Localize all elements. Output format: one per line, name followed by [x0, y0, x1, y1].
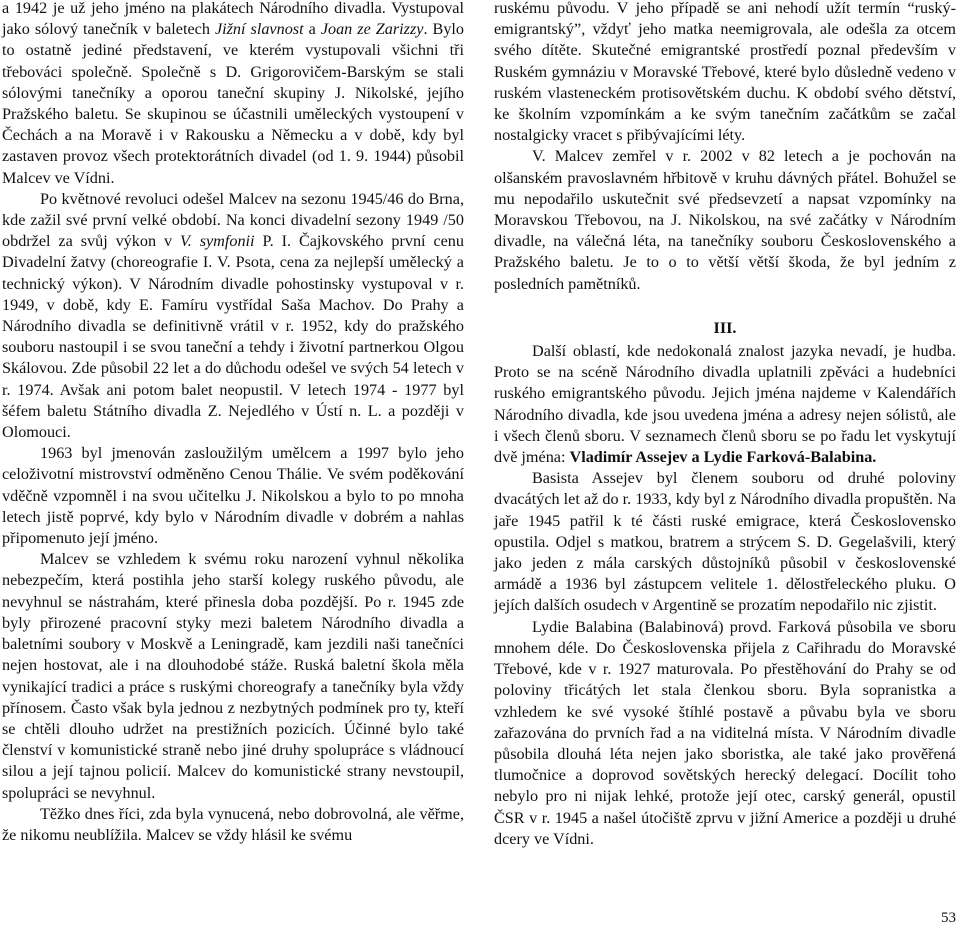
- ballet-title: Joan ze Zarizzy: [320, 20, 424, 39]
- ballet-title: Jižní slavnost: [214, 20, 304, 39]
- text-run: Další oblastí, kde nedokonalá znalost jazyka nevadí, je hudba. Proto se na scéně Národního divadla uplatnili zpěváci a hudebníci ruského emigrantského původu. Jejich jména najdeme v Kalendářích Národního divadla, kde jsou uvedena jména a adresy nejen sólistů, ale i všech členů sboru. V seznamech členů sboru se po řadu let vyskytují dvě jména:: [494, 342, 956, 467]
- paragraph: Lydie Balabina (Balabinová) provd. Farková působila ve sboru mnohem déle. Do Československa přijela z Cařihradu do Moravské Třebové, kde v r. 1927 maturovala. Po přestěhování do Prahy se od poloviny třicátých let stala členkou sboru. Byla sopranistka a vzhledem ke své vysoké štíhlé postavě a půvabu byla ve sboru zařazována do prvních řad a na viditelná místa. V Národním divadle působila dlouhá léta nejen jako sboristka, ale také jako prověřená tlumočnice a doprovod sovětských herecký delegací. Docílit toho nebylo pro ni nijak lehké, protože její otec, carský generál, opustil ČSR v r. 1945 a našel útočiště zprvu v jižní Americe a později u druhé dcery ve Vídni.: [494, 617, 956, 848]
- paragraph: [494, 341, 956, 468]
- text-run: a 1942 je už jeho jméno na plakátech Národního divadla. Vystupoval jako sólový tanečník v baletech: [2, 0, 464, 39]
- paragraph: ruskému původu. V jeho případě se ani nehodí užít termín “ruský-emigrantský”, vždyť jeho matka neemigrovala, ale odešla za otcem svého dítěte. Skutečné emigrantské prostředí poznal především v Ruském gymnáziu v Moravské Třebové, které bylo důsledně vedeno v ruském vlasteneckém protisovětském duchu. K období svého dětství, ke školním vzpomínkám a ke svým tanečním začátkům se začal nostalgicky vracet s přibývajícími léty.: [494, 0, 956, 145]
- person-name: Vladimír Assejev: [569, 448, 688, 467]
- right-column: [494, 0, 956, 850]
- text-run: a: [303, 20, 321, 39]
- text-run: . Bylo to ostatně jediné představení, ve kterém vystupovali všichni tři třebováci společně. Společně s D. Grigorovičem-Barským se stali sólovými tanečníky a oporou taneční skupiny J. Nikolské, jejího Pražského baletu. Se skupinou se účastnili uměleckých vystoupení v Čechách a na Moravě i v Rakousku a Německu a v době, kdy byl zastaven provoz všech protektorátních divadel (od 1. 9. 1944) působil Malcev ve Vídni.: [2, 20, 465, 187]
- section-heading: III.: [713, 318, 737, 337]
- work-title: V. symfonii: [179, 232, 255, 251]
- paragraph: [2, 189, 464, 443]
- page-number: 53: [941, 910, 956, 926]
- paragraph: Těžko dnes říci, zda byla vynucená, nebo dobrovolná, ale věřme, že nikomu neublížila. Malcev se vždy hlásil ke svému: [2, 804, 464, 844]
- paragraph: Malcev se vzhledem k svému roku narození vyhnul několika nebezpečím, která postihla jeho starší kolegy ruského původu, ale nevyhnul se nástrahám, které přinesla doba pozdější. Po r. 1945 zde byly přirozené pracovní styky mezi baletem Národního divadla a baletními soubory v Moskvě a Leningradě, kam jezdili naši tanečníci nejen hostovat, ale i na dlouhodobé stáže. Ruská baletní škola měla vynikající tradici a práce s ruskými choreografy a tanečníky byla vždy přínosem. Často však byla jednou z nezbytných podmínek pro ty, kteří se chtěli dlouho udržet na prestižních pozicích. Účinné bylo také členství v komunistické straně nebo jiné druhy spolupráce s vládnoucí silou a její tajnou policií. Malcev do komunistické strany nevstoupil, spolupráci se nevyhnul.: [2, 550, 464, 802]
- paragraph: 1963 byl jmenován zasloužilým umělcem a 1997 bylo jeho celoživotní mistrovství odměněno Cenou Thálie. Ve svém poděkování vděčně vzpomněl i na svou učitelku J. Nikolskou a bylo to po mnoha letech jistě poprvé, kdy bylo v Národním divadle v dobrém a nahlas připomenuto její jméno.: [2, 444, 464, 548]
- text-run: Po květnové revoluci odešel Malcev na sezonu 1945/46 do Brna, kde zažil své první velké období. Na konci divadelní sezony 1949 /50 obdržel za svůj výkon v: [2, 189, 464, 251]
- left-column: [2, 0, 464, 846]
- paragraph: V. Malcev zemřel v r. 2002 v 82 letech a je pochován na olšanském pravoslavném hřbitově v kruhu dávných přátel. Bohužel se mu nepodařilo uskutečnit své předsevzetí a napsat vzpomínky na Moravskou Třebovou, na J. Nikolskou, na své začátky v Národním divadle, na válečná léta, na tanečníky souboru Československého a Pražského baletu. Je to o to větší větší škoda, že byl jedním z posledních pamětníků.: [494, 147, 956, 293]
- text-run: P. I. Čajkovského první cenu Divadelní žatvy (choreografie I. V. Psota, cena za nejlepší umělecký a technický výkon). V Národním divadle pohostinsky vystupoval v r. 1949, v době, kdy E. Famíru vystřídal Saša Machov. Do Prahy a Národního divadla se definitivně vrátil v r. 1952, kdy do pražského souboru nastoupil i se svou taneční a tehdy i životní partnerkou Olgou Skálovou. Zde působil 22 let a do důchodu odešel ve svých 54 letech v r. 1974. Avšak ani potom balet neopustil. V letech 1974 - 1977 byl šéfem baletu Státního divadla Z. Nejedlého v Ústí n. L. a později v Olomouci.: [2, 232, 464, 442]
- paragraph: [2, 0, 464, 189]
- text-run: a: [687, 448, 704, 467]
- person-name: Lydie Farková-Balabina.: [703, 448, 877, 467]
- paragraph: Basista Assejev byl členem souboru od druhé poloviny dvacátých let až do r. 1933, kdy byl z Národního divadla propuštěn. Na jaře 1945 patřil k té části ruské emigrace, která Československo opustila. Odjel s matkou, bratrem a strýcem S. D. Gegelašvili, který jako jeden z mála carských důstojníků působil v československé armádě a 1936 byl zástupcem velitele 1. dělostřeleckého pluku. O jejích dalších osudech v Argentině se prozatím nepodařilo nic zjistit.: [494, 469, 956, 615]
